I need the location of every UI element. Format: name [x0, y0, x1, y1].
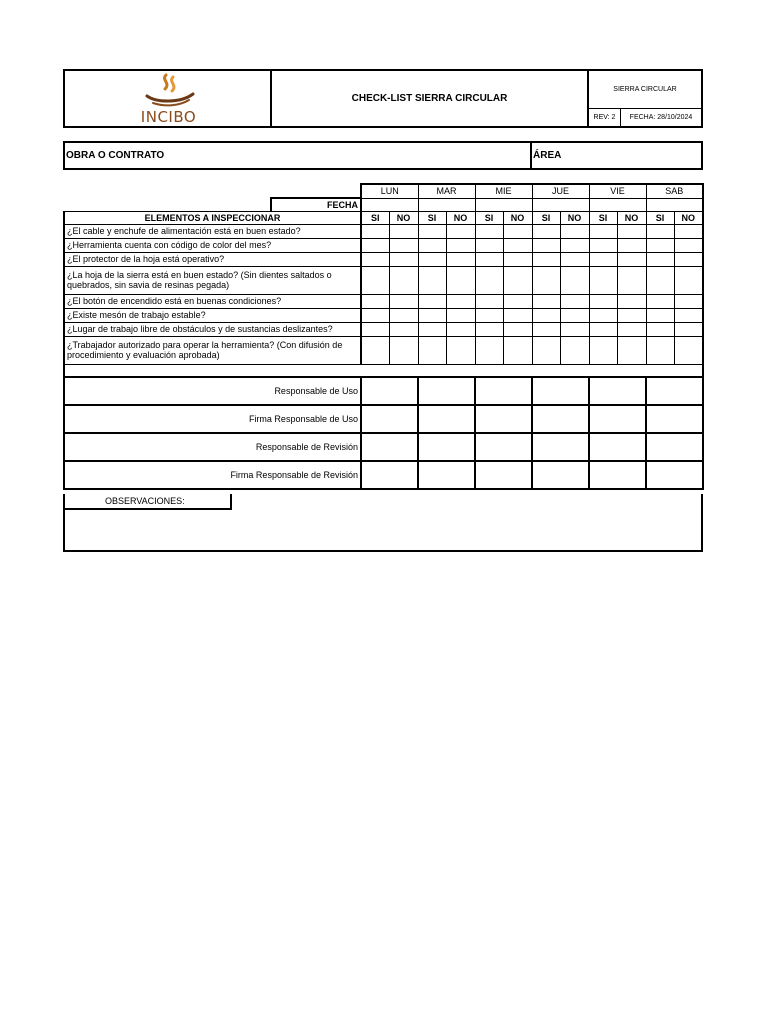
si-checkbox-vie[interactable] [589, 336, 617, 364]
day-header-mie: MIE [475, 184, 532, 198]
si-checkbox-jue[interactable] [532, 336, 560, 364]
checklist-row [64, 294, 703, 308]
no-checkbox-lun[interactable] [389, 322, 418, 336]
date-input-sab[interactable] [646, 198, 703, 211]
si-checkbox-mar[interactable] [418, 252, 446, 266]
si-checkbox-mie[interactable] [475, 294, 503, 308]
si-checkbox-mar[interactable] [418, 294, 446, 308]
no-checkbox-mar[interactable] [446, 308, 475, 322]
si-checkbox-lun[interactable] [361, 238, 389, 252]
si-checkbox-sab[interactable] [646, 266, 674, 294]
no-checkbox-lun[interactable] [389, 252, 418, 266]
no-checkbox-lun[interactable] [389, 308, 418, 322]
si-checkbox-mar[interactable] [418, 224, 446, 238]
signature-input-sab[interactable] [646, 377, 703, 405]
no-checkbox-lun[interactable] [389, 238, 418, 252]
si-checkbox-sab[interactable] [646, 252, 674, 266]
si-checkbox-mie[interactable] [475, 252, 503, 266]
no-checkbox-mie[interactable] [503, 224, 532, 238]
no-checkbox-sab[interactable] [674, 322, 703, 336]
no-checkbox-sab[interactable] [674, 266, 703, 294]
si-checkbox-mie[interactable] [475, 322, 503, 336]
no-checkbox-mar[interactable] [446, 322, 475, 336]
no-checkbox-vie[interactable] [617, 322, 646, 336]
no-checkbox-lun[interactable] [389, 294, 418, 308]
si-header: SI [532, 211, 560, 224]
no-checkbox-vie[interactable] [617, 252, 646, 266]
checklist-item-label: ¿El botón de encendido está en buenas condiciones? [64, 294, 361, 308]
observations-label: OBSERVACIONES: [65, 494, 232, 510]
signature-input-mie[interactable] [475, 461, 532, 489]
no-checkbox-sab[interactable] [674, 252, 703, 266]
si-checkbox-mie[interactable] [475, 266, 503, 294]
no-checkbox-vie[interactable] [617, 336, 646, 364]
signature-input-lun[interactable] [361, 461, 418, 489]
si-checkbox-jue[interactable] [532, 322, 560, 336]
si-checkbox-jue[interactable] [532, 238, 560, 252]
signature-input-mar[interactable] [418, 405, 475, 433]
checklist-item-label: ¿El cable y enchufe de alimentación está en buen estado? [64, 224, 361, 238]
si-checkbox-lun[interactable] [361, 252, 389, 266]
si-checkbox-lun[interactable] [361, 266, 389, 294]
no-checkbox-mar[interactable] [446, 336, 475, 364]
no-header: NO [617, 211, 646, 224]
spacer-row [64, 364, 703, 377]
si-checkbox-sab[interactable] [646, 322, 674, 336]
day-header-jue: JUE [532, 184, 589, 198]
revision-number: REV: 2 [589, 109, 621, 126]
si-checkbox-vie[interactable] [589, 224, 617, 238]
no-checkbox-mie[interactable] [503, 336, 532, 364]
no-checkbox-lun[interactable] [389, 266, 418, 294]
si-checkbox-vie[interactable] [589, 238, 617, 252]
day-header-sab: SAB [646, 184, 703, 198]
signature-input-mar[interactable] [418, 377, 475, 405]
si-checkbox-jue[interactable] [532, 224, 560, 238]
no-checkbox-jue[interactable] [560, 224, 589, 238]
signature-input-jue[interactable] [532, 433, 589, 461]
no-header: NO [446, 211, 475, 224]
no-header: NO [560, 211, 589, 224]
revision-date: FECHA: 28/10/2024 [629, 114, 693, 121]
si-checkbox-sab[interactable] [646, 238, 674, 252]
si-header: SI [475, 211, 503, 224]
checklist-table [63, 183, 704, 490]
si-checkbox-vie[interactable] [589, 294, 617, 308]
si-checkbox-mie[interactable] [475, 336, 503, 364]
si-checkbox-vie[interactable] [589, 266, 617, 294]
no-checkbox-jue[interactable] [560, 252, 589, 266]
no-checkbox-mie[interactable] [503, 266, 532, 294]
si-checkbox-mie[interactable] [475, 238, 503, 252]
signature-input-mie[interactable] [475, 377, 532, 405]
date-input-jue[interactable] [532, 198, 589, 211]
no-checkbox-mar[interactable] [446, 224, 475, 238]
checklist-item-label: ¿Trabajador autorizado para operar la herramienta? (Con difusión de procedimiento y evaluación aprobada) [64, 336, 361, 364]
signature-input-vie[interactable] [589, 461, 646, 489]
blank-cell [64, 184, 361, 198]
signature-input-vie[interactable] [589, 405, 646, 433]
elements-header: ELEMENTOS A INSPECCIONAR [64, 211, 361, 224]
document-title: CHECK-LIST SIERRA CIRCULAR [272, 71, 589, 126]
incibo-logo-icon [139, 72, 199, 108]
signature-label: Firma Responsable de Uso [64, 405, 361, 433]
no-checkbox-mie[interactable] [503, 308, 532, 322]
area-field[interactable]: ÁREA [533, 150, 562, 161]
no-checkbox-mar[interactable] [446, 266, 475, 294]
checklist-row [64, 238, 703, 252]
no-checkbox-mar[interactable] [446, 238, 475, 252]
checklist-item-label: ¿Existe mesón de trabajo estable? [64, 308, 361, 322]
signature-label: Firma Responsable de Revisión [64, 461, 361, 489]
si-checkbox-mar[interactable] [418, 322, 446, 336]
no-header: NO [389, 211, 418, 224]
no-checkbox-lun[interactable] [389, 224, 418, 238]
no-checkbox-vie[interactable] [617, 266, 646, 294]
si-checkbox-mar[interactable] [418, 336, 446, 364]
no-checkbox-mie[interactable] [503, 322, 532, 336]
fecha-label: FECHA [271, 198, 361, 211]
si-checkbox-vie[interactable] [589, 322, 617, 336]
no-checkbox-vie[interactable] [617, 238, 646, 252]
si-checkbox-lun[interactable] [361, 336, 389, 364]
checklist-row [64, 308, 703, 322]
no-checkbox-sab[interactable] [674, 294, 703, 308]
si-checkbox-lun[interactable] [361, 322, 389, 336]
signature-input-sab[interactable] [646, 433, 703, 461]
no-checkbox-jue[interactable] [560, 308, 589, 322]
no-checkbox-sab[interactable] [674, 224, 703, 238]
signature-input-lun[interactable] [361, 377, 418, 405]
no-checkbox-mie[interactable] [503, 252, 532, 266]
si-checkbox-mar[interactable] [418, 238, 446, 252]
signature-input-jue[interactable] [532, 377, 589, 405]
si-checkbox-vie[interactable] [589, 308, 617, 322]
no-checkbox-vie[interactable] [617, 308, 646, 322]
no-checkbox-sab[interactable] [674, 308, 703, 322]
no-checkbox-sab[interactable] [674, 336, 703, 364]
no-checkbox-mar[interactable] [446, 252, 475, 266]
no-checkbox-jue[interactable] [560, 294, 589, 308]
day-header-mar: MAR [418, 184, 475, 198]
logo-text: INCIBO [140, 108, 197, 126]
checklist-row [64, 322, 703, 336]
no-checkbox-vie[interactable] [617, 224, 646, 238]
document-meta [589, 71, 701, 126]
document-header [63, 69, 703, 128]
document-name: SIERRA CIRCULAR [589, 71, 701, 109]
day-header-vie: VIE [589, 184, 646, 198]
si-checkbox-jue[interactable] [532, 294, 560, 308]
si-checkbox-mar[interactable] [418, 308, 446, 322]
si-checkbox-sab[interactable] [646, 308, 674, 322]
si-checkbox-mie[interactable] [475, 308, 503, 322]
si-checkbox-sab[interactable] [646, 224, 674, 238]
signature-input-sab[interactable] [646, 405, 703, 433]
si-header: SI [361, 211, 389, 224]
checklist-item-label: ¿Herramienta cuenta con código de color del mes? [64, 238, 361, 252]
obra-area-box [63, 141, 703, 170]
si-checkbox-jue[interactable] [532, 252, 560, 266]
si-checkbox-jue[interactable] [532, 308, 560, 322]
si-checkbox-mar[interactable] [418, 266, 446, 294]
signature-input-lun[interactable] [361, 405, 418, 433]
signature-input-mie[interactable] [475, 405, 532, 433]
date-input-mar[interactable] [418, 198, 475, 211]
no-checkbox-jue[interactable] [560, 322, 589, 336]
date-input-mie[interactable] [475, 198, 532, 211]
no-checkbox-mie[interactable] [503, 238, 532, 252]
si-checkbox-sab[interactable] [646, 294, 674, 308]
blank-cell [64, 198, 271, 211]
no-checkbox-jue[interactable] [560, 266, 589, 294]
signature-input-sab[interactable] [646, 461, 703, 489]
si-checkbox-lun[interactable] [361, 308, 389, 322]
no-checkbox-lun[interactable] [389, 336, 418, 364]
signature-label: Responsable de Uso [64, 377, 361, 405]
no-checkbox-mie[interactable] [503, 294, 532, 308]
signature-input-vie[interactable] [589, 433, 646, 461]
si-header: SI [589, 211, 617, 224]
si-header: SI [418, 211, 446, 224]
signature-input-mar[interactable] [418, 461, 475, 489]
checklist-row [64, 224, 703, 238]
no-checkbox-vie[interactable] [617, 294, 646, 308]
signature-input-mie[interactable] [475, 433, 532, 461]
si-header: SI [646, 211, 674, 224]
date-input-lun[interactable] [361, 198, 418, 211]
day-header-lun: LUN [361, 184, 418, 198]
no-checkbox-sab[interactable] [674, 238, 703, 252]
si-checkbox-mie[interactable] [475, 224, 503, 238]
logo-cell [65, 71, 272, 126]
si-checkbox-lun[interactable] [361, 294, 389, 308]
checklist-item-label: ¿La hoja de la sierra está en buen estado? (Sin dientes saltados o quebrados, sin savia de resinas pegada) [64, 266, 361, 294]
si-checkbox-vie[interactable] [589, 252, 617, 266]
checklist-row [64, 266, 703, 294]
si-checkbox-sab[interactable] [646, 336, 674, 364]
signature-input-jue[interactable] [532, 405, 589, 433]
checklist-row [64, 252, 703, 266]
obra-contrato-field[interactable]: OBRA O CONTRATO [65, 143, 532, 168]
checklist-item-label: ¿El protector de la hoja está operativo? [64, 252, 361, 266]
signature-input-vie[interactable] [589, 377, 646, 405]
no-checkbox-jue[interactable] [560, 336, 589, 364]
observations-box[interactable] [63, 494, 703, 552]
signature-input-jue[interactable] [532, 461, 589, 489]
no-header: NO [674, 211, 703, 224]
signature-input-mar[interactable] [418, 433, 475, 461]
checklist-row [64, 336, 703, 364]
no-checkbox-mar[interactable] [446, 294, 475, 308]
si-checkbox-lun[interactable] [361, 224, 389, 238]
si-checkbox-jue[interactable] [532, 266, 560, 294]
checklist-item-label: ¿Lugar de trabajo libre de obstáculos y de sustancias deslizantes? [64, 322, 361, 336]
signature-input-lun[interactable] [361, 433, 418, 461]
no-header: NO [503, 211, 532, 224]
no-checkbox-jue[interactable] [560, 238, 589, 252]
signature-label: Responsable de Revisión [64, 433, 361, 461]
date-input-vie[interactable] [589, 198, 646, 211]
